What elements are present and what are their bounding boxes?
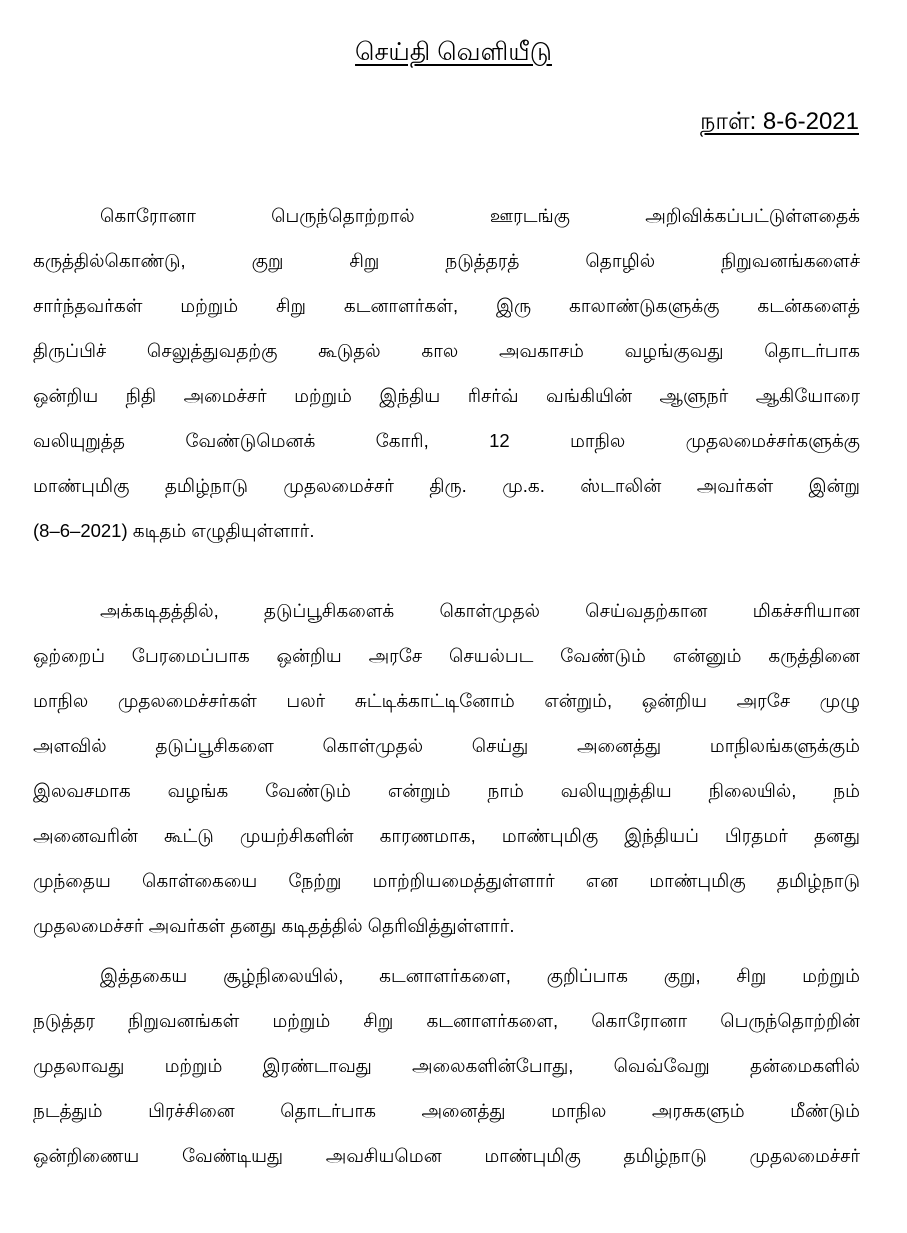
- text-line: இலவசமாக வழங்க வேண்டும் என்றும் நாம் வலியுறுத்திய நிலையில், நம்: [33, 780, 860, 801]
- text-line: கொரோனா பெருந்தொற்றால் ஊரடங்கு அறிவிக்கப்பட்டுள்ளதைக்: [100, 205, 860, 226]
- text-line: மாண்புமிகு தமிழ்நாடு முதலமைச்சர் திரு. மு.க. ஸ்டாலின் அவர்கள் இன்று: [33, 475, 860, 496]
- text-line: ஒன்றிணைய வேண்டியது அவசியமென மாண்புமிகு தமிழ்நாடு முதலமைச்சர்: [33, 1145, 860, 1166]
- text-line: நடுத்தர நிறுவனங்கள் மற்றும் சிறு கடனாளர்களை, கொரோனா பெருந்தொற்றின்: [33, 1010, 860, 1031]
- text-line: இத்தகைய சூழ்நிலையில், கடனாளர்களை, குறிப்பாக குறு, சிறு மற்றும்: [100, 965, 860, 986]
- document-title-wrap: [0, 38, 907, 70]
- text-line: அனைவரின் கூட்டு முயற்சிகளின் காரணமாக, மாண்புமிகு இந்தியப் பிரதமர் தனது: [33, 825, 860, 846]
- text-line: ஒன்றிய நிதி அமைச்சர் மற்றும் இந்திய ரிசர்வ் வங்கியின் ஆளுநர் ஆகியோரை: [33, 385, 860, 406]
- text-line: மாநில முதலமைச்சர்கள் பலர் சுட்டிக்காட்டினோம் என்றும், ஒன்றிய அரசே முழு: [33, 690, 860, 711]
- text-line: வலியுறுத்த வேண்டுமெனக் கோரி, 12 மாநில முதலமைச்சர்களுக்கு: [33, 430, 860, 451]
- paragraph-2: [33, 588, 860, 948]
- text-line: அளவில் தடுப்பூசிகளை கொள்முதல் செய்து அனைத்து மாநிலங்களுக்கும்: [33, 735, 860, 756]
- text-line: திருப்பிச் செலுத்துவதற்கு கூடுதல் கால அவகாசம் வழங்குவது தொடர்பாக: [33, 340, 860, 361]
- document-date: நாள்: 8-6-2021: [700, 108, 859, 135]
- document-title: செய்தி வெளியீடு: [355, 38, 552, 66]
- text-line: ஒற்றைப் பேரமைப்பாக ஒன்றிய அரசே செயல்பட வேண்டும் என்னும் கருத்தினை: [33, 645, 860, 666]
- text-line: முதலாவது மற்றும் இரண்டாவது அலைகளின்போது, வெவ்வேறு தன்மைகளில்: [33, 1055, 860, 1076]
- text-line: (8–6–2021) கடிதம் எழுதியுள்ளார்.: [33, 520, 315, 541]
- text-line: கருத்தில்கொண்டு, குறு சிறு நடுத்தரத் தொழில் நிறுவனங்களைச்: [33, 250, 860, 271]
- text-line: முதலமைச்சர் அவர்கள் தனது கடிதத்தில் தெரிவித்துள்ளார்.: [33, 915, 515, 936]
- text-line: சார்ந்தவர்கள் மற்றும் சிறு கடனாளர்கள், இரு காலாண்டுகளுக்கு கடன்களைத்: [33, 295, 860, 316]
- text-line: முந்தைய கொள்கையை நேற்று மாற்றியமைத்துள்ளார் என மாண்புமிகு தமிழ்நாடு: [33, 870, 860, 891]
- paragraph-3: [33, 953, 860, 1178]
- text-line: அக்கடிதத்தில், தடுப்பூசிகளைக் கொள்முதல் செய்வதற்கான மிகச்சரியான: [100, 600, 860, 621]
- paragraph-1: [33, 193, 860, 553]
- text-line: நடத்தும் பிரச்சினை தொடர்பாக அனைத்து மாநில அரசுகளும் மீண்டும்: [33, 1100, 860, 1121]
